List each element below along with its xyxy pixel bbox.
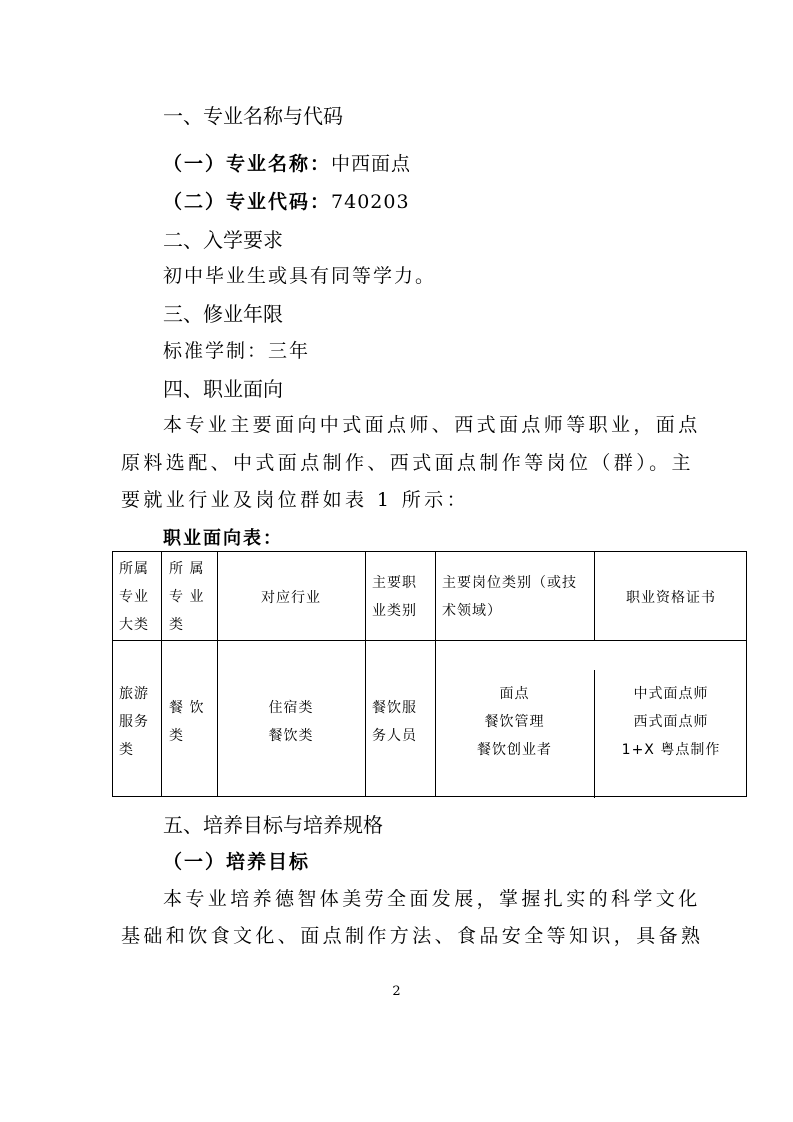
paragraph-line: 原料选配、中式面点制作、西式面点制作等岗位（群）。主 xyxy=(121,452,694,474)
section-heading-5: 五、培养目标与培养规格 xyxy=(163,813,383,837)
specialty-code-value: 740203 xyxy=(331,191,410,213)
header-occupation-category: 主要职 业类别 xyxy=(372,575,417,619)
row-post-category: 面点 餐饮管理 餐饮创业者 xyxy=(477,686,552,758)
header-certificate: 职业资格证书 xyxy=(626,590,716,606)
specialty-code-row xyxy=(163,187,410,214)
row-occupation-category: 餐饮服 务人员 xyxy=(372,700,417,744)
header-category-major: 所属 专业 大类 xyxy=(119,561,149,633)
paragraph-line: 要就业行业及岗位群如表 1 所示： xyxy=(121,489,469,511)
paragraph-line: 本专业培养德智体美劳全面发展，掌握扎实的科学文化 xyxy=(163,888,701,910)
row-category-major: 旅游 服务 类 xyxy=(119,686,149,758)
section-heading-3: 三、修业年限 xyxy=(163,302,283,326)
training-goal-heading: （一）培养目标 xyxy=(163,851,311,873)
section-heading-4: 四、职业面向 xyxy=(163,377,283,401)
page-number: 2 xyxy=(392,984,401,999)
section-heading-1: 一、专业名称与代码 xyxy=(163,104,343,128)
row-industry: 住宿类 餐饮类 xyxy=(268,700,314,744)
paragraph-line: 本专业主要面向中式面点师、西式面点师等职业，面点 xyxy=(163,414,701,436)
section-heading-2: 二、入学要求 xyxy=(163,228,283,252)
table-caption: 职业面向表： xyxy=(163,528,283,549)
row-category-minor: 餐 饮 类 xyxy=(169,700,205,744)
row-certificate: 中式面点师 西式面点师 1+X 粤点制作 xyxy=(621,686,721,758)
paragraph-line: 基础和饮食文化、面点制作方法、食品安全等知识，具备熟 xyxy=(121,925,704,947)
header-industry: 对应行业 xyxy=(261,590,321,606)
occupation-table xyxy=(112,551,747,797)
study-length-text: 标准学制：三年 xyxy=(163,340,311,362)
admission-text: 初中毕业生或具有同等学力。 xyxy=(163,265,437,287)
header-post-category: 主要岗位类别（或技 术领域） xyxy=(442,575,577,619)
specialty-name-label: （一）专业名称： xyxy=(163,153,332,175)
specialty-code-label: （二）专业代码： xyxy=(163,191,332,213)
specialty-name-value: 中西面点 xyxy=(331,153,412,175)
specialty-name-row xyxy=(163,149,411,176)
header-category-minor: 所 属 专 业 类 xyxy=(169,561,205,633)
